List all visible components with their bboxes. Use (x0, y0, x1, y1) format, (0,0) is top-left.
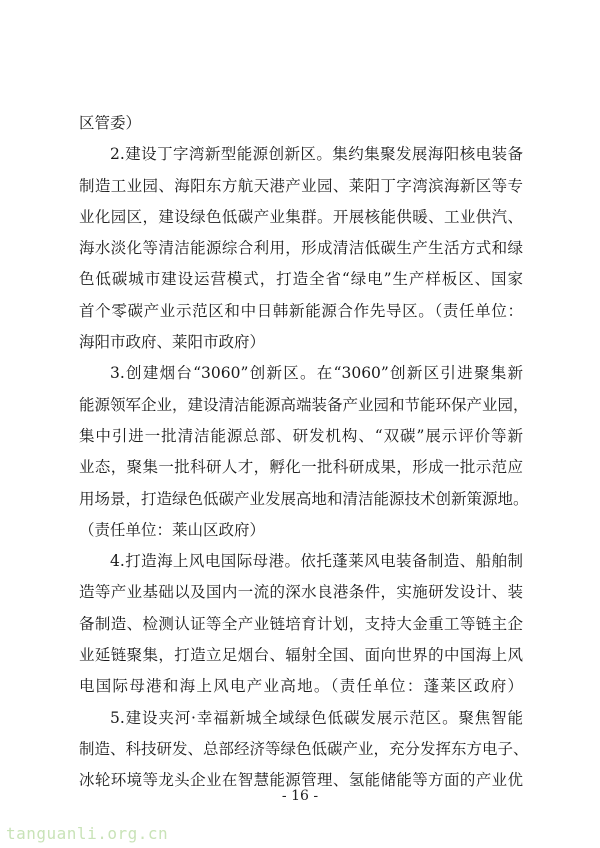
paragraph-2-line-1: 2.建设丁字湾新型能源创新区。集约集聚发展海阳核电装备 (110, 145, 523, 164)
paragraph-3-line-5: 用场景，打造绿色低碳产业发展高地和清洁能源技术创新策源地。 (79, 489, 529, 508)
paragraph-3-line-4: 业态，聚集一批科研人才，孵化一批科研成果，形成一批示范应 (79, 458, 523, 477)
paragraph-3-line-3: 集中引进一批清洁能源总部、研发机构、“双碳”展示评价等新 (79, 426, 523, 445)
paragraph-2-line-3: 业化园区，建设绿色低碳产业集群。开展核能供暖、工业供汽、 (79, 207, 523, 226)
paragraph-2-line-2: 制造工业园、海阳东方航天港产业园、莱阳丁字湾滨海新区等专 (79, 176, 523, 195)
paragraph-3-line-1: 3.创建烟台“3060”创新区。在“3060”创新区引进聚集新 (110, 364, 523, 383)
paragraph-5-line-1: 5.建设夹河·幸福新城全域绿色低碳发展示范区。聚焦智能 (110, 708, 523, 727)
paragraph-5-line-3: 冰轮环境等龙头企业在智慧能源管理、氢能储能等方面的产业优 (79, 771, 523, 790)
paragraph-2-line-4: 海水淡化等清洁能源综合利用，形成清洁低碳生产生活方式和绿 (79, 239, 523, 258)
paragraph-2-line-5: 色低碳城市建设运营模式，打造全省“绿电”生产样板区、国家 (79, 270, 523, 289)
paragraph-2-line-7: 海阳市政府、莱阳市政府） (79, 333, 266, 352)
paragraph-5-line-2: 制造、科技研发、总部经济等绿色低碳产业，充分发挥东方电子、 (79, 739, 529, 758)
text-line-continuation: 区管委） (79, 114, 142, 132)
paragraph-4-line-4: 业延链聚集，打造立足烟台、辐射全国、面向世界的中国海上风 (79, 646, 523, 665)
watermark-text: tanguanli.org.cn (6, 824, 169, 843)
paragraph-3-line-6: （责任单位：莱山区政府） (79, 520, 266, 539)
paragraph-2-line-6: 首个零碳产业示范区和中日韩新能源合作先导区。（责任单位： (79, 301, 523, 320)
paragraph-4-line-1: 4.打造海上风电国际母港。依托蓬莱风电装备制造、船舶制 (110, 552, 523, 571)
page-number: - 16 - (281, 788, 319, 804)
paragraph-3-line-2: 能源领军企业，建设清洁能源高端装备产业园和节能环保产业园， (79, 395, 529, 414)
paragraph-4-line-2: 造等产业基础以及国内一流的深水良港条件，实施研发设计、装 (79, 583, 523, 602)
paragraph-4-line-3: 备制造、检测认证等全产业链培育计划，支持大金重工等链主企 (79, 614, 523, 633)
paragraph-4-line-5: 电国际母港和海上风电产业高地。（责任单位：蓬莱区政府） (79, 677, 523, 696)
body-text (79, 108, 529, 797)
